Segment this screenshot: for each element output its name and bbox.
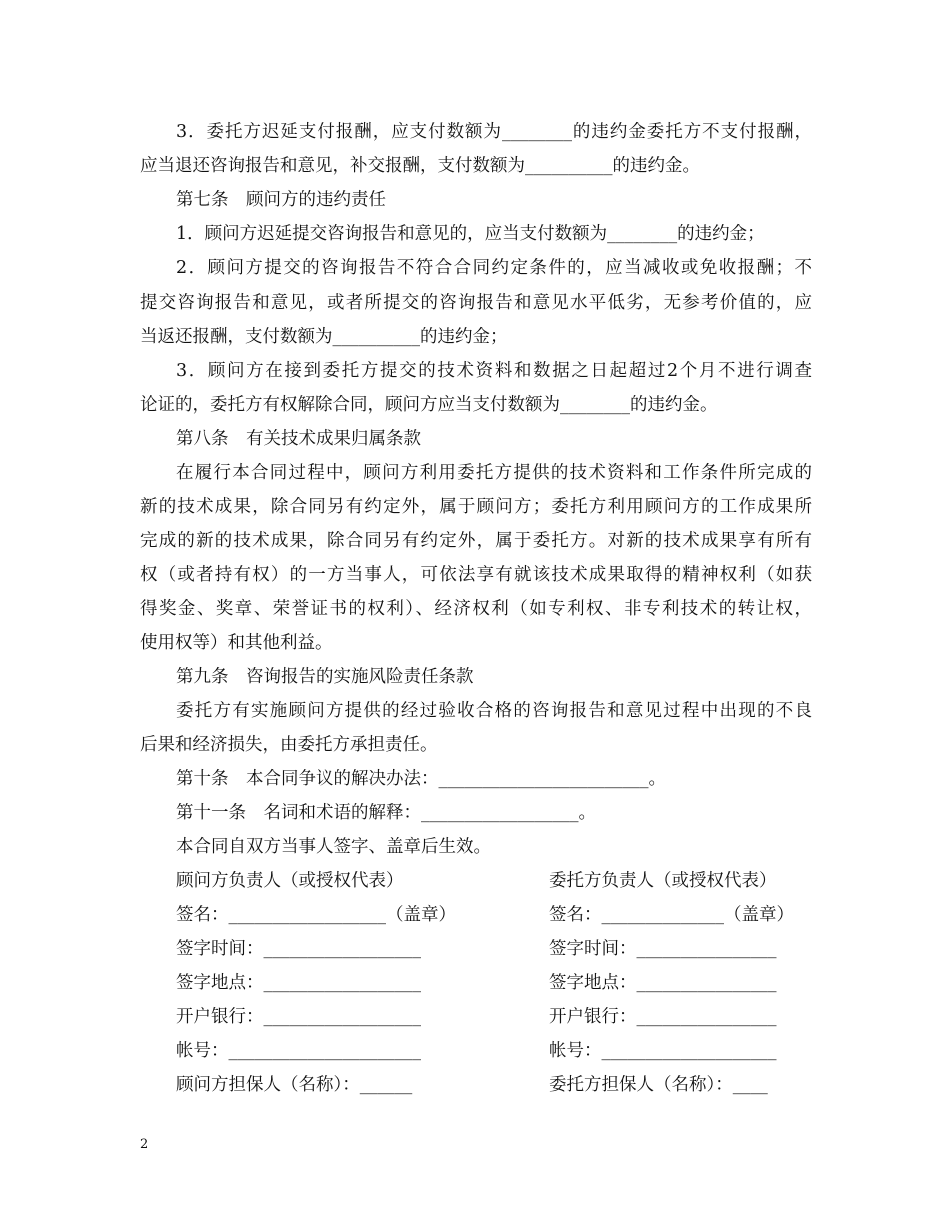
- effective-clause: 本合同自双方当事人签字、盖章后生效。: [176, 837, 491, 857]
- article-7-item-2-line-3: 当返还报酬，支付数额为__________的违约金；: [140, 327, 508, 347]
- article-10: 第十条 本合同争议的解决办法：________________________。: [176, 769, 666, 789]
- page-number: 2: [140, 1137, 149, 1152]
- article-7-item-3-line-2: 论证的，委托方有权解除合同，顾问方应当支付数额为________的违约金。: [140, 395, 718, 415]
- consultant-representative-label: 顾问方负责人（或授权代表）: [176, 871, 404, 891]
- article-8-heading: 第八条 有关技术成果归属条款: [176, 429, 421, 449]
- client-bank-field: 开户银行：________________: [549, 1007, 777, 1027]
- clause-6-item-3-line-2: 应当退还咨询报告和意见，补交报酬，支付数额为__________的违约金。: [140, 156, 700, 176]
- consultant-signature-field: 签名：__________________（盖章）: [176, 905, 456, 925]
- article-7-item-2-line-2: 提交咨询报告和意见，或者所提交的咨询报告和意见水平低劣，无参考价值的，应: [140, 293, 812, 313]
- consultant-sign-time-field: 签字时间：__________________: [176, 939, 421, 959]
- article-8-paragraph-line-4: 权（或者持有权）的一方当事人，可依法享有就该技术成果取得的精神权利（如获: [140, 565, 812, 585]
- client-guarantor-field: 委托方担保人（名称）：____: [549, 1075, 768, 1095]
- consultant-guarantor-field: 顾问方担保人（名称）：______: [176, 1075, 413, 1095]
- article-9-paragraph-line-2: 后果和经济损失，由委托方承担责任。: [140, 735, 438, 755]
- article-7-heading: 第七条 顾问方的违约责任: [176, 190, 386, 210]
- article-11: 第十一条 名词和术语的解释：__________________。: [176, 803, 596, 823]
- consultant-bank-field: 开户银行：__________________: [176, 1007, 421, 1027]
- article-7-item-2-line-1: 2．顾问方提交的咨询报告不符合合同约定条件的，应当减收或免收报酬；不: [176, 258, 812, 278]
- article-7-item-1: 1．顾问方迟延提交咨询报告和意见的，应当支付数额为________的违约金；: [176, 224, 765, 244]
- client-sign-time-field: 签字时间：________________: [549, 939, 777, 959]
- article-7-item-3-line-1: 3．顾问方在接到委托方提交的技术资料和数据之日起超过2个月不进行调查: [176, 361, 812, 381]
- clause-6-item-3-line-1: 3．委托方迟延支付报酬，应支付数额为________的违约金委托方不支付报酬，: [176, 122, 812, 142]
- article-8-paragraph-line-3: 完成的新的技术成果，除合同另有约定外，属于委托方。对新的技术成果享有所有: [140, 531, 812, 551]
- client-representative-label: 委托方负责人（或授权代表）: [549, 871, 777, 891]
- consultant-sign-place-field: 签字地点：__________________: [176, 973, 421, 993]
- article-9-heading: 第九条 咨询报告的实施风险责任条款: [176, 667, 474, 687]
- client-sign-place-field: 签字地点：________________: [549, 973, 777, 993]
- client-signature-field: 签名：______________（盖章）: [549, 905, 794, 925]
- article-8-paragraph-line-5: 得奖金、奖章、荣誉证书的权利）、经济权利（如专利权、非专利技术的转让权，: [140, 599, 812, 619]
- article-8-paragraph-line-1: 在履行本合同过程中，顾问方利用委托方提供的技术资料和工作条件所完成的: [176, 463, 812, 483]
- article-9-paragraph-line-1: 委托方有实施顾问方提供的经过验收合格的咨询报告和意见过程中出现的不良: [176, 701, 812, 721]
- client-account-field: 帐号：____________________: [549, 1041, 777, 1061]
- consultant-account-field: 帐号：______________________: [176, 1041, 421, 1061]
- article-8-paragraph-line-2: 新的技术成果，除合同另有约定外，属于顾问方；委托方利用顾问方的工作成果所: [140, 497, 812, 517]
- article-8-paragraph-line-6: 使用权等）和其他利益。: [140, 633, 333, 653]
